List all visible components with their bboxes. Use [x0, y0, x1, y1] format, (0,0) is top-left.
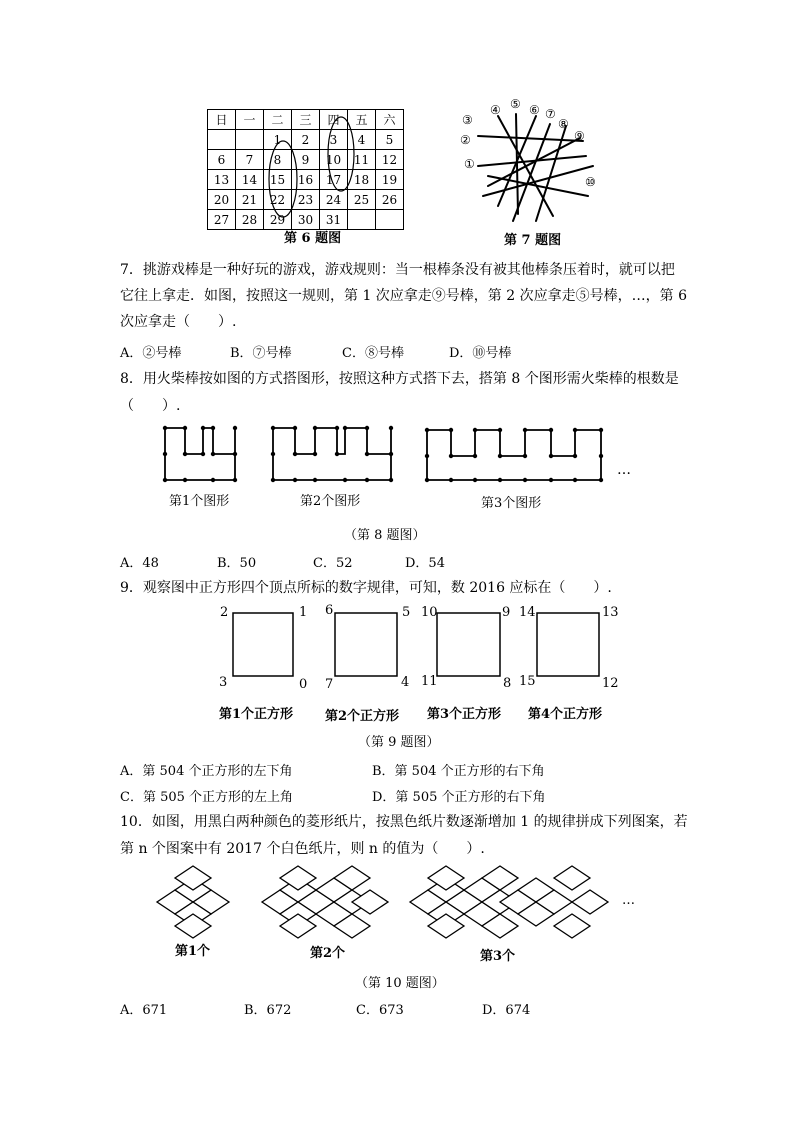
- calendar-cell: 20: [208, 190, 236, 210]
- calendar-header-cell: 六: [376, 110, 404, 130]
- square-label: 第3个正方形: [427, 707, 502, 722]
- vertex-number: 7: [325, 677, 334, 692]
- stick-labels: [460, 97, 596, 189]
- stick-label: ⑧: [558, 117, 569, 131]
- stick-label: ①: [464, 157, 475, 171]
- q9-caption: （第 9 题图）: [358, 735, 440, 750]
- calendar-cell: 23: [292, 190, 320, 210]
- q10-question-line: 第 n 个图案中有 2017 个白色纸片，则 n 的值为（ ）.: [120, 841, 485, 857]
- calendar-cell: 9: [292, 150, 320, 170]
- vertex-number: 5: [402, 605, 411, 620]
- vertex-number: 6: [325, 603, 334, 618]
- calendar-header-cell: 三: [292, 110, 320, 130]
- matchstick-shapes: [165, 428, 601, 480]
- q10-rhombus-figures: [150, 862, 650, 970]
- stick-label: ②: [460, 133, 471, 147]
- q7-option-a: A．②号棒: [120, 346, 182, 361]
- calendar-header-cell: 一: [236, 110, 264, 130]
- calendar-cell: 8: [264, 150, 292, 170]
- stick-label: ⑦: [545, 107, 556, 121]
- square: [437, 613, 500, 676]
- vertex-number: 12: [602, 676, 619, 691]
- vertex-number: 14: [519, 605, 536, 620]
- square: [233, 613, 293, 676]
- vertex-number: 8: [503, 676, 512, 691]
- vertex-number: 9: [502, 605, 511, 620]
- figure-label: 第2个图形: [300, 494, 361, 509]
- vertex-number: 11: [421, 674, 438, 689]
- figure-label: 第3个图形: [481, 496, 542, 511]
- calendar-header-cell: 四: [320, 110, 348, 130]
- rhombus-figure-3: [410, 866, 608, 938]
- calendar-cell: 30: [292, 210, 320, 230]
- calendar-cell: 2: [292, 130, 320, 150]
- q8-matchstick-figures: [155, 420, 655, 515]
- stick-label: ④: [490, 103, 501, 117]
- q10-caption: （第 10 题图）: [355, 976, 445, 991]
- calendar-header-cell: 二: [264, 110, 292, 130]
- stick-label: ⑩: [585, 175, 596, 189]
- square-label: 第2个正方形: [325, 709, 400, 724]
- q7-option-c: C．⑧号棒: [342, 346, 404, 361]
- q8-option-d: D．54: [405, 556, 445, 571]
- q10-option-b: B．672: [244, 1003, 292, 1018]
- calendar-cell: 12: [376, 150, 404, 170]
- square: [537, 613, 599, 676]
- calendar-cell: 16: [292, 170, 320, 190]
- q7-option-d: D．⑩号棒: [449, 346, 512, 361]
- square-label: 第1个正方形: [219, 707, 294, 722]
- calendar-cell: 6: [208, 150, 236, 170]
- calendar-cell: 14: [236, 170, 264, 190]
- calendar-cell: 21: [236, 190, 264, 210]
- figure-label: 第3个: [480, 949, 516, 964]
- q8-option-c: C．52: [313, 556, 353, 571]
- q9-squares-figure: [215, 600, 620, 725]
- figure-label: 第1个: [175, 944, 211, 959]
- q9-option-d: D．第 505 个正方形的右下角: [372, 790, 546, 805]
- q6-figure: [207, 109, 404, 230]
- q10-option-a: A．671: [120, 1003, 168, 1018]
- q7-caption: 第 7 题图: [504, 233, 562, 248]
- q9-option-c: C．第 505 个正方形的左上角: [120, 790, 294, 805]
- vertex-number: 4: [401, 675, 410, 690]
- ellipse-column-four: [328, 117, 354, 191]
- vertex-number: 13: [602, 605, 619, 620]
- q9-option-b: B．第 504 个正方形的右下角: [372, 764, 545, 779]
- figure-label: 第1个图形: [169, 494, 230, 509]
- q7-question-line: 它往上拿走．如图，按照这一规则，第 1 次应拿走⑨号棒，第 2 次应拿走⑤号棒，…，第 6: [120, 288, 687, 304]
- q8-caption: （第 8 题图）: [344, 528, 426, 543]
- ellipsis: …: [622, 893, 635, 908]
- calendar-cell: 28: [236, 210, 264, 230]
- calendar-cell: 29: [264, 210, 292, 230]
- ellipse-column-two: [269, 141, 297, 217]
- calendar-cell: 5: [376, 130, 404, 150]
- calendar-cell: 31: [320, 210, 348, 230]
- stick-label: ⑤: [510, 97, 521, 111]
- q9-question-line: 9．观察图中正方形四个顶点所标的数字规律，可知，数 2016 应标在（ ）.: [120, 580, 612, 596]
- vertex-number: 15: [519, 674, 536, 689]
- calendar-cell: 24: [320, 190, 348, 210]
- vertex-number: 2: [220, 605, 229, 620]
- calendar-cell: 4: [348, 130, 376, 150]
- calendar-cell: 18: [348, 170, 376, 190]
- rhombus-figure-2: [262, 866, 388, 938]
- calendar-cell: 26: [376, 190, 404, 210]
- q8-option-b: B．50: [217, 556, 257, 571]
- matchstick-figure-1: [165, 428, 235, 480]
- square-label: 第4个正方形: [528, 707, 603, 722]
- calendar-cell: 27: [208, 210, 236, 230]
- q10-option-c: C．673: [356, 1003, 404, 1018]
- square: [335, 613, 397, 676]
- calendar-ellipses: [207, 109, 412, 219]
- q6-caption: 第 6 题图: [284, 231, 342, 246]
- vertex-number: 3: [219, 675, 228, 690]
- stick-label: ⑨: [574, 129, 585, 143]
- stick-label: ⑥: [529, 103, 540, 117]
- calendar-cell: 3: [320, 130, 348, 150]
- q10-option-d: D．674: [482, 1003, 531, 1018]
- calendar-cell: 1: [264, 130, 292, 150]
- q10-question-line: 10．如图，用黑白两种颜色的菱形纸片，按黑色纸片数逐渐增加 1 的规律拼成下列图案，若: [120, 814, 688, 830]
- calendar-cell: 22: [264, 190, 292, 210]
- calendar-cell: 10: [320, 150, 348, 170]
- calendar-cell: 19: [376, 170, 404, 190]
- q8-option-a: A．48: [120, 556, 159, 571]
- calendar-cell: 7: [236, 150, 264, 170]
- q7-sticks-figure: [458, 96, 608, 228]
- q8-question-line: 8．用火柴棒按如图的方式搭图形，按照这种方式搭下去，搭第 8 个图形需火柴棒的根数是: [120, 371, 679, 387]
- stick-label: ③: [462, 113, 473, 127]
- q7-option-b: B．⑦号棒: [230, 346, 292, 361]
- q8-question-line: （ ）.: [120, 398, 181, 414]
- rhombus-figure-1: [157, 866, 229, 938]
- calendar-header-cell: 五: [348, 110, 376, 130]
- ellipsis: …: [617, 462, 631, 478]
- calendar-cell: 13: [208, 170, 236, 190]
- matchstick-figure-2: [273, 428, 391, 480]
- q7-question-line: 次应拿走（ ）.: [120, 314, 237, 330]
- calendar-cell: 17: [320, 170, 348, 190]
- calendar-cell: 11: [348, 150, 376, 170]
- figure-label: 第2个: [310, 946, 346, 961]
- q7-question-line: 7．挑游戏棒是一种好玩的游戏，游戏规则：当一根棒条没有被其他棒条压着时，就可以把: [120, 262, 675, 278]
- vertex-number: 10: [421, 605, 438, 620]
- calendar-cell: 25: [348, 190, 376, 210]
- q9-option-a: A．第 504 个正方形的左下角: [120, 764, 293, 779]
- vertex-number: 0: [299, 677, 308, 692]
- calendar-header-cell: 日: [208, 110, 236, 130]
- calendar-cell: 15: [264, 170, 292, 190]
- vertex-number: 1: [299, 605, 308, 620]
